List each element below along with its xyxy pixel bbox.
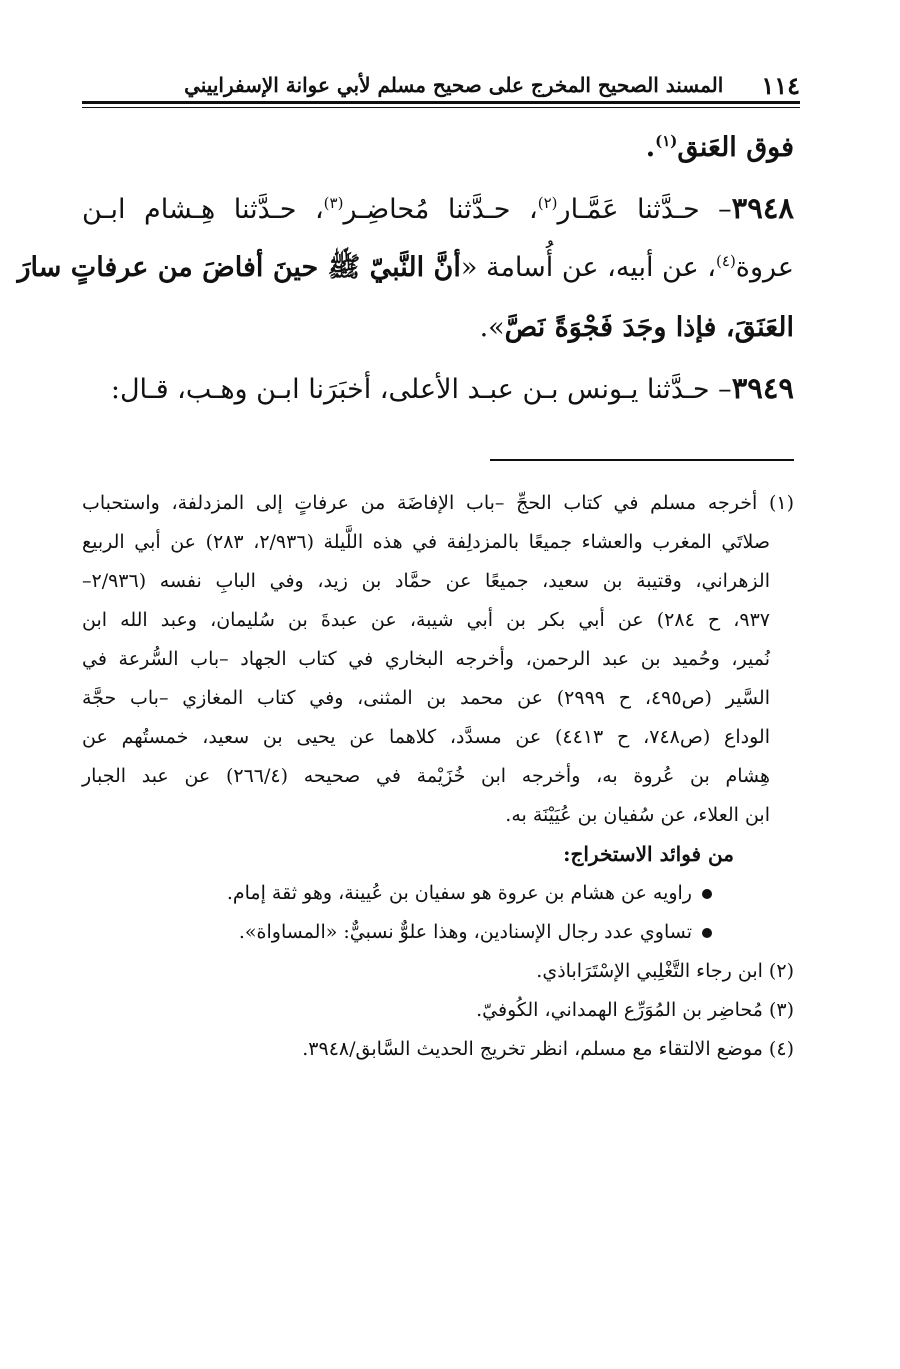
footnote-ref-2[interactable]: (٢)	[537, 194, 558, 212]
footnote-separator	[490, 459, 794, 461]
hadith-3949-line-1: ٣٩٤٩– حـدَّثنا يـونس بـن عبـد الأعلى، أخبَرَنا ابـن وهـب، قـال:	[110, 371, 794, 405]
benefits-heading: من فوائد الاستخراج:	[563, 842, 734, 866]
footnote-1-line: صلاتَي المغرب والعشاء جميعًا بالمزدلِفة في هذه اللَّيلة (٢/٩٣٦، ٢٨٣) عن أبي الربيع	[82, 531, 770, 553]
footnote-1-line: الوداع (ص٧٤٨، ح ٤٤١٣) عن مسدَّد، كلاهما عن يحيى بن سعيد، خمستُهم عن	[82, 726, 770, 748]
footnote-ref-4[interactable]: (٤)	[716, 252, 736, 270]
footnote-1-line: ٩٣٧، ح ٢٨٤) عن أبي بكر بن أبي شيبة، عن عبدةَ بن سُليمان، وعبد الله ابن	[82, 609, 770, 631]
hadith-number-3949: ٣٩٤٩	[731, 371, 794, 405]
footnote-ref-1[interactable]: (١)	[655, 132, 678, 150]
bullet-icon	[702, 889, 712, 899]
bullet-icon	[702, 928, 712, 938]
bullet-text: تساوي عدد رجال الإسنادين، وهذا علوٌّ نسبيٌّ: «المساواة».	[238, 921, 692, 943]
bullet-text: راويه عن هشام بن عروة هو سفيان بن عُيينة، وهو ثقة إمام.	[226, 882, 692, 904]
text-line-1: فوق العَنق$^{(١)}$.	[645, 132, 794, 163]
footnote-1-line: السَّير (ص٤٩٥، ح ٢٩٩٩) عن محمد بن المثنى، وفي كتاب المغازي –باب حجَّة	[82, 687, 770, 709]
page-number: ١١٤	[761, 70, 800, 100]
hadith-3948-line-1: ٣٩٤٨– حـدَّثنا عَمَّـار$^{(٢)}$، حـدَّثنا مُحاضِـر$^{(٣)}$، حـدَّثنا هِـشام ابـن	[82, 191, 794, 225]
hadith-number-3948: ٣٩٤٨	[731, 191, 794, 225]
hadith-3948-line-2: عروة$^{(٤)}$، عن أبيه، عن أُسامة «أنَّ النَّبيّ ﷺ حينَ أفاضَ من عرفاتٍ سارَ	[17, 252, 794, 283]
footnote-4: (٤) موضع الالتقاء مع مسلم، انظر تخريج الحديث السَّابق/٣٩٤٨.	[302, 1038, 794, 1060]
benefit-bullet	[82, 913, 794, 952]
footnotes	[82, 484, 794, 1069]
footnote-1-line: الزهراني، وقتيبة بن سعيد، جميعًا عن حمَّاد بن زيد، وفي البابِ نفسه (٢/٩٣٦–	[82, 570, 770, 592]
page-header	[82, 68, 800, 102]
footnote-2: (٢) ابن رجاء التَّغْلِبي الإسْتَرَاباذي.	[536, 960, 794, 982]
benefit-bullet	[82, 874, 794, 913]
footnote-1-line: هِشام بن عُروة به، وأخرجه ابن خُزَيْمة في صحيحه (٢٦٦/٤) عن عبد الجبار	[82, 765, 770, 787]
header-rule-thin	[82, 107, 800, 108]
footnote-ref-3[interactable]: (٣)	[323, 194, 344, 212]
footnote-1-line: نُمير، وحُميد بن عبد الرحمن، وأخرجه البخاري في كتاب الجهاد –باب السُّرعة في	[82, 648, 770, 670]
hadith-matn: أنَّ النَّبيّ ﷺ حينَ أفاضَ من عرفاتٍ سارَ	[17, 252, 461, 283]
hadith-3948-line-3: العَنَقَ، فإذا وجَدَ فَجْوَةً نَصَّ».	[479, 312, 794, 343]
footnote-1-line: ابن العلاء، عن سُفيان بن عُيَيْنَة به.	[505, 804, 770, 826]
main-text	[17, 118, 794, 418]
running-title: المسند الصحيح المخرج على صحيح مسلم لأبي عوانة الإسفراييني	[184, 73, 724, 97]
header-rule-thick	[82, 101, 800, 104]
footnote-3: (٣) مُحاضِر بن المُوَرِّع الهمداني، الكُوفيّ.	[476, 999, 794, 1021]
footnote-1-line: (١) أخرجه مسلم في كتاب الحجِّ –باب الإفاضَة من عرفاتٍ إلى المزدلفة، واستحباب	[82, 492, 794, 514]
